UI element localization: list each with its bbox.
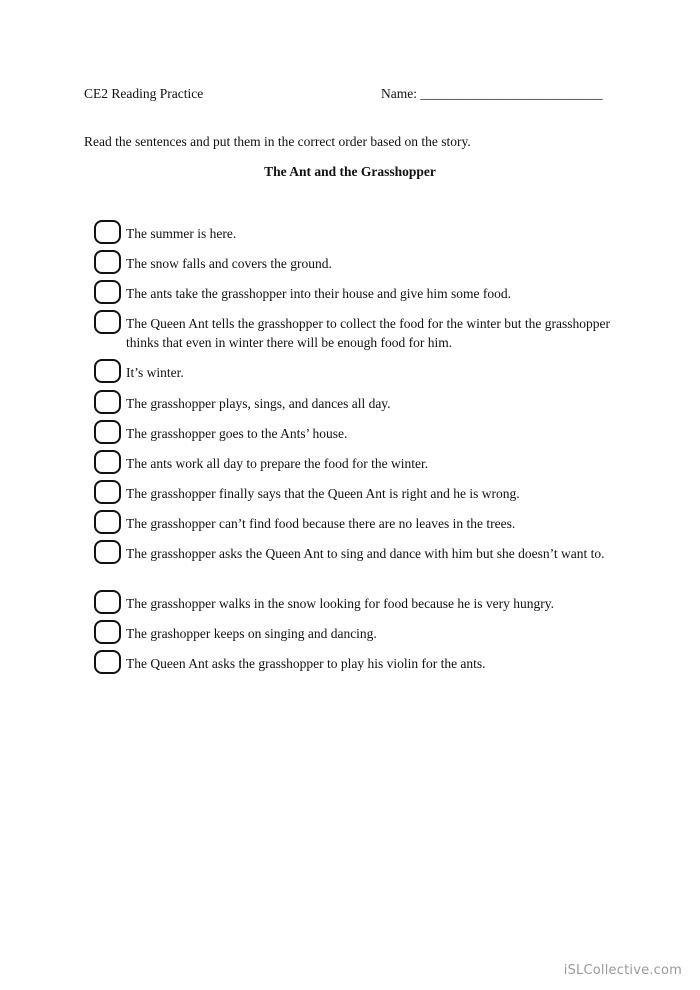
order-box[interactable] [94, 420, 121, 444]
order-box[interactable] [94, 310, 121, 334]
sentence-item [94, 618, 624, 648]
sentence-text: The grasshopper plays, sings, and dances all day. [126, 396, 391, 411]
sentence-item [94, 648, 624, 678]
story-title: The Ant and the Grasshopper [264, 164, 436, 179]
sentence-item [94, 357, 624, 388]
sentence-item [94, 508, 624, 538]
order-box[interactable] [94, 510, 121, 534]
sentence-item [94, 418, 624, 448]
sentence-list [94, 218, 624, 678]
sentence-item [94, 478, 624, 508]
sentence-text: It’s winter. [126, 365, 184, 380]
worksheet-header-title: CE2 Reading Practice [84, 86, 204, 101]
sentence-text: The Queen Ant tells the grasshopper to collect the food for the winter but the grasshopper thinks that even in winter there will be enough food for him. [126, 316, 610, 350]
sentence-item [94, 388, 624, 418]
order-box[interactable] [94, 280, 121, 304]
sentence-item [94, 588, 624, 618]
order-box[interactable] [94, 359, 121, 383]
sentence-item [94, 538, 624, 588]
sentence-text: The grasshopper finally says that the Queen Ant is right and he is wrong. [126, 486, 520, 501]
order-box[interactable] [94, 590, 121, 614]
instruction-text: Read the sentences and put them in the correct order based on the story. [84, 134, 471, 149]
watermark-footer: iSLCollective.com [563, 963, 682, 978]
name-field-label: Name: ___________________________ [381, 86, 603, 101]
sentence-item [94, 218, 624, 248]
sentence-item [94, 248, 624, 278]
order-box[interactable] [94, 540, 121, 564]
sentence-item [94, 278, 624, 308]
sentence-text: The snow falls and covers the ground. [126, 256, 332, 271]
sentence-item [94, 448, 624, 478]
order-box[interactable] [94, 650, 121, 674]
sentence-text: The ants work all day to prepare the food for the winter. [126, 456, 429, 471]
order-box[interactable] [94, 390, 121, 414]
order-box[interactable] [94, 250, 121, 274]
order-box[interactable] [94, 480, 121, 504]
sentence-item [94, 308, 624, 357]
sentence-text: The grashopper keeps on singing and dancing. [126, 626, 377, 641]
order-box[interactable] [94, 450, 121, 474]
order-box[interactable] [94, 620, 121, 644]
sentence-text: The Queen Ant asks the grasshopper to play his violin for the ants. [126, 656, 486, 671]
order-box[interactable] [94, 220, 121, 244]
sentence-text: The ants take the grasshopper into their house and give him some food. [126, 286, 512, 301]
sentence-text: The summer is here. [126, 226, 237, 241]
sentence-text: The grasshopper goes to the Ants’ house. [126, 426, 348, 441]
sentence-text: The grasshopper walks in the snow looking for food because he is very hungry. [126, 596, 555, 611]
sentence-text: The grasshopper can’t find food because there are no leaves in the trees. [126, 516, 516, 531]
sentence-text: The grasshopper asks the Queen Ant to sing and dance with him but she doesn’t want to. [126, 546, 605, 561]
